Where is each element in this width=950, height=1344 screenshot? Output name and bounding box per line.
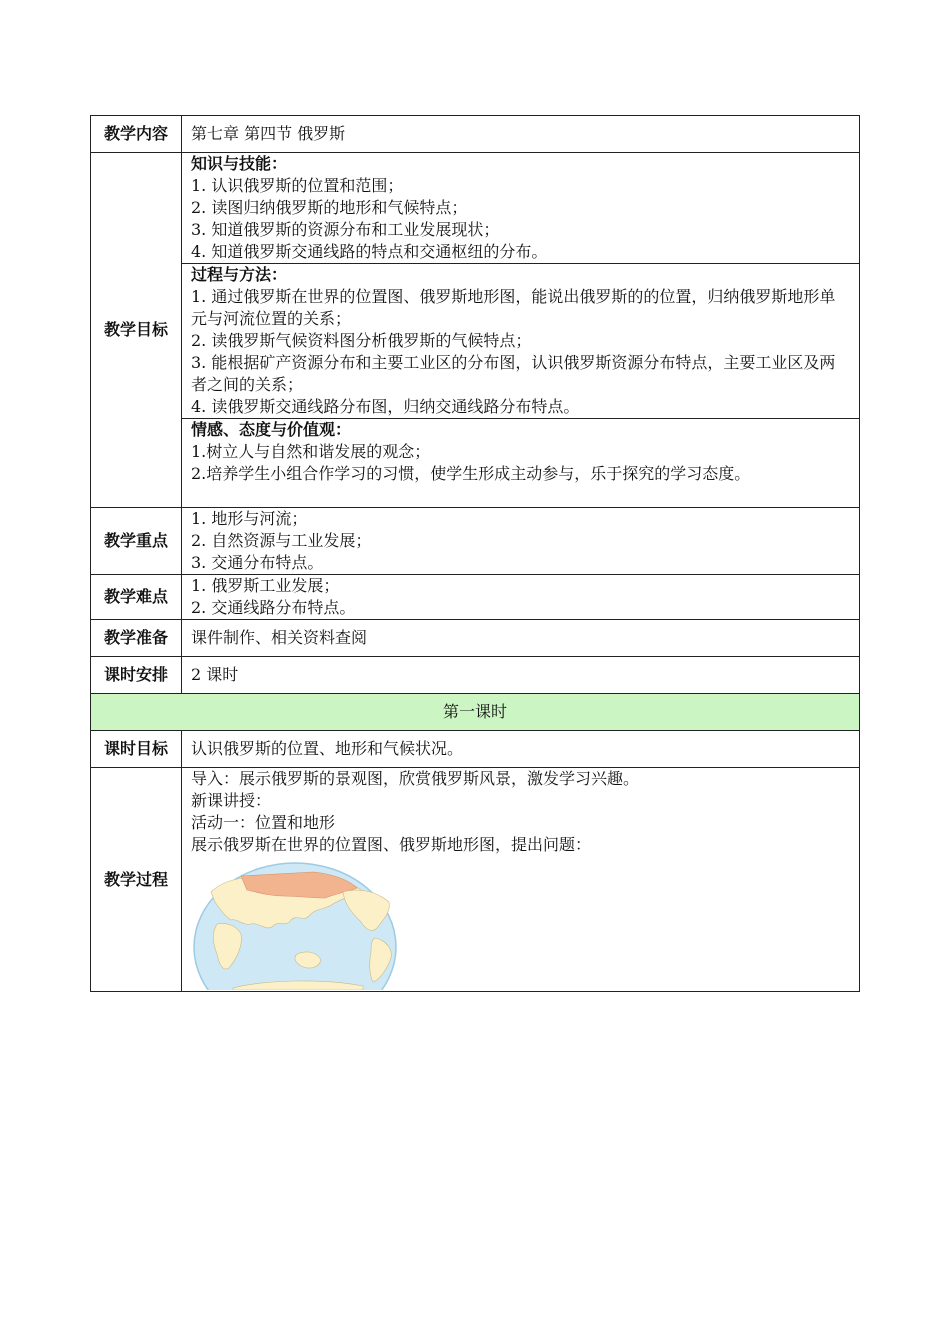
- process-item: 4. 读俄罗斯交通线路分布图，归纳交通线路分布特点。: [191, 397, 580, 416]
- label-goals: 教学目标: [91, 153, 182, 508]
- row-preparation: [91, 620, 860, 657]
- difficulty-item: 1. 俄罗斯工业发展；: [191, 576, 340, 595]
- label-preparation: 教学准备: [91, 620, 182, 657]
- label-key-points: 教学重点: [91, 508, 182, 575]
- label-content: 教学内容: [91, 116, 182, 153]
- row-key-points: [91, 508, 860, 575]
- goals-process-cell: [182, 264, 860, 419]
- label-procedure: 教学过程: [91, 768, 182, 992]
- process-item: 3. 能根据矿产资源分布和主要工业区的分布图，认识俄罗斯资源分布特点，主要工业区及两者之间的关系；: [191, 353, 836, 394]
- value-schedule: 2 课时: [182, 657, 860, 694]
- row-period-one: [91, 694, 860, 731]
- knowledge-item: 4. 知道俄罗斯交通线路的特点和交通枢纽的分布。: [191, 242, 548, 261]
- row-goals-knowledge: [91, 153, 860, 264]
- knowledge-item: 1. 认识俄罗斯的位置和范围；: [191, 176, 404, 195]
- label-period-goal: 课时目标: [91, 731, 182, 768]
- knowledge-title: 知识与技能：: [191, 154, 288, 173]
- procedure-cell: [182, 768, 860, 992]
- knowledge-item: 3. 知道俄罗斯的资源分布和工业发展现状；: [191, 220, 500, 239]
- key-point-item: 2. 自然资源与工业发展；: [191, 531, 372, 550]
- key-point-item: 3. 交通分布特点。: [191, 553, 324, 572]
- lesson-plan-table: [90, 115, 860, 992]
- difficulties-cell: [182, 575, 860, 620]
- goals-knowledge-cell: [182, 153, 860, 264]
- row-period-goal: [91, 731, 860, 768]
- process-title: 过程与方法：: [191, 265, 288, 284]
- emotion-item: 2.培养学生小组合作学习的习惯，使学生形成主动参与，乐于探究的学习态度。: [191, 464, 751, 483]
- period-one-heading: 第一课时: [91, 694, 860, 731]
- process-item: 1. 通过俄罗斯在世界的位置图、俄罗斯地形图，能说出俄罗斯的的位置，归纳俄罗斯地形单元与河流位置的关系；: [191, 287, 836, 328]
- row-goals-process: [91, 264, 860, 419]
- key-point-item: 1. 地形与河流；: [191, 509, 308, 528]
- value-content: 第七章 第四节 俄罗斯: [182, 116, 860, 153]
- world-map-svg: [193, 862, 403, 990]
- row-difficulties: [91, 575, 860, 620]
- world-map-image: [193, 862, 403, 990]
- emotion-item: 1.树立人与自然和谐发展的观念；: [191, 442, 431, 461]
- label-difficulties: 教学难点: [91, 575, 182, 620]
- procedure-line: 导入：展示俄罗斯的景观图，欣赏俄罗斯风景，激发学习兴趣。: [191, 769, 640, 788]
- row-schedule: [91, 657, 860, 694]
- process-item: 2. 读俄罗斯气候资料图分析俄罗斯的气候特点；: [191, 331, 532, 350]
- emotion-title: 情感、态度与价值观：: [191, 420, 352, 439]
- procedure-line: 新课讲授：: [191, 791, 272, 810]
- row-goals-emotion: [91, 419, 860, 508]
- procedure-line: 展示俄罗斯在世界的位置图、俄罗斯地形图，提出问题：: [191, 835, 592, 854]
- knowledge-item: 2. 读图归纳俄罗斯的地形和气候特点；: [191, 198, 468, 217]
- procedure-line: 活动一：位置和地形: [191, 813, 336, 832]
- goals-emotion-cell: [182, 419, 860, 508]
- value-period-goal: 认识俄罗斯的位置、地形和气候状况。: [182, 731, 860, 768]
- row-content: [91, 116, 860, 153]
- row-procedure: [91, 768, 860, 992]
- label-schedule: 课时安排: [91, 657, 182, 694]
- key-points-cell: [182, 508, 860, 575]
- value-preparation: 课件制作、相关资料查阅: [182, 620, 860, 657]
- difficulty-item: 2. 交通线路分布特点。: [191, 598, 356, 617]
